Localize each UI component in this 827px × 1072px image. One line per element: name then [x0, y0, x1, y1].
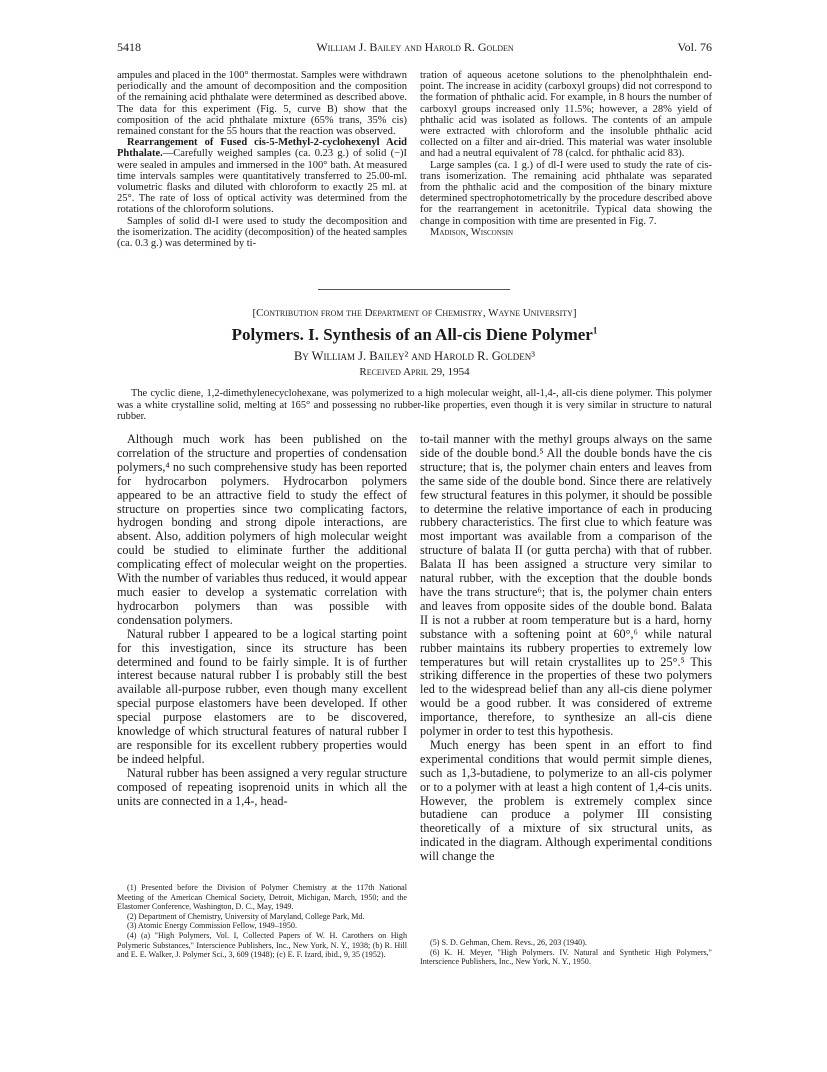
- footnote: (1) Presented before the Division of Polymer Chemistry at the 117th National Meeting of the American Chemical Society, Detroit, Michigan, March, 1950; and the Elastomer Conference, Washington, D. C., May, 1949.: [117, 883, 407, 912]
- paragraph: Natural rubber has been assigned a very regular structure composed of repeating isoprenoid units in which all the units are connected in a 1,4-, head-: [117, 765, 407, 808]
- paragraph: Much energy has been spent in an effort to find experimental conditions that would permit simple dienes, such as 1,3-butadiene, to polymerize to an all-cis polymer or to a polymer with at least a high content of 1,4-cis units. However, the problem is extremely complex since butadiene can produce a polymer III consisting theoretically of a mixture of six structural units, as indicated in the diagram. Although experimental conditions will change the: [420, 737, 712, 864]
- article-title: Polymers. I. Synthesis of an All-cis Diene Polymer$^1$: [231, 325, 598, 344]
- footnote: (6) K. H. Meyer, "High Polymers. IV. Natural and Synthetic High Polymers," Interscience Publishers, Inc., New York, N. Y., 1950.: [420, 947, 712, 967]
- page-number: 5418: [117, 40, 141, 54]
- abstract: The cyclic diene, 1,2-dimethylenecyclohexane, was polymerized to a high molecular weight, all-1,4-, all-cis diene polymer. This polymer was a white crystalline solid, melting at 165° and possessing no rubber-like properties, even though it is very similar in structure to natural rubber.: [117, 388, 712, 422]
- paragraph: Although much work has been published on the correlation of the structure and properties of condensation polymers,⁴ no such comprehensive study has been reported for hydrocarbon polymers. Hydrocarbon polymers appeared to be an attractive field to study the effect of structure on properties since two complicating factors, hydrogen bonding and strong dipole interactions, are absent. Also, addition polymers of high molecular weight could be studied to eliminate further the additional complicating effect of molecular weight on the properties. With the number of variables thus reduced, it would appear much easier to develop a systematic correlation with hydrocarbon polymers than was possible with condensation polymers.: [117, 432, 407, 627]
- paragraph: tration of aqueous acetone solutions to the phenolphthalein end-point. The increase in acidity (carboxyl groups) did not correspond to the formation of phthalic acid. For example, in 8 hours the number of carboxyl groups increased only 11.5%; however, a 28% yield of phthalic acid was isolated as follows. The contents of an ampule were extracted with chloroform and the insoluble phthalic acid collected on a filter and air-dried. This material was water insoluble and had a neutral equivalent of 78 (calcd. for phthalic acid 83).: [420, 70, 712, 160]
- running-title: William J. Bailey and Harold R. Golden: [316, 40, 514, 54]
- footnote: (4) (a) "High Polymers, Vol. I, Collected Papers of W. H. Carothers on High Polymeric Substances," Interscience Publishers, Inc., New York, N. Y., 1938; (b) R. Hill and E. E. Walker, J. Polymer Sci., 3, 609 (1948); (c) E. F. Izard, ibid., 9, 35 (1952).: [117, 930, 407, 960]
- footnotes-left: [117, 883, 407, 960]
- paragraph: Large samples (ca. 1 g.) of dl-I were used to study the rate of cis-trans isomerization. The remaining acid phthalate was separated from the phthalic acid and the composition of the binary mixture determined spectrophotometrically by the procedure described above for the rearrangement in acetonitrile. Typical data showing the change in composition with time are presented in Fig. 7.: [420, 159, 712, 227]
- volume-label: Vol. 76: [677, 40, 712, 54]
- paragraph: Samples of solid dl-I were used to study the decomposition and the isomerization. The acidity (decomposition) of the heated samples (ca. 0.3 g.) was determined by ti-: [117, 215, 407, 250]
- location: Madison, Wisconsin: [430, 226, 514, 238]
- section-divider: [318, 289, 510, 290]
- received-date: Received April 29, 1954: [359, 366, 470, 378]
- paragraph: ampules and placed in the 100° thermostat. Samples were withdrawn periodically and the amount of decomposition and the composition of the remaining acid phthalate were determined as described above. The data for this experiment (Fig. 5, curve B) show that the composition of the acid phthalate mixture (65% trans, 35% cis) remained constant for the 55 hours that the reaction was observed.: [117, 70, 407, 138]
- footnote: (3) Atomic Energy Commission Fellow, 1949–1950.: [127, 921, 297, 931]
- author-line: By William J. Bailey² and Harold R. Golden³: [293, 349, 536, 363]
- paragraph: Natural rubber I appeared to be a logical starting point for this investigation, since its structure has been determined and found to be fairly simple. It is of further interest because natural rubber I is probably still the best available all-purpose rubber, even though many excellent special purpose elastomers have been developed. If other special purpose elastomers are to be discovered, knowledge of which structural features of natural rubber I are responsible for its excellent rubbery properties would be indeed helpful.: [117, 626, 407, 766]
- section-heading: Rearrangement of Fused cis-5-Methyl-2-cyclohexenyl Acid Phthalate.: [117, 137, 407, 160]
- footnote: (2) Department of Chemistry, University of Maryland, College Park, Md.: [127, 911, 365, 921]
- body-right-column: [420, 433, 712, 864]
- body-left-column: [117, 433, 407, 808]
- top-left-column: [117, 70, 407, 249]
- paragraph: Rearrangement of Fused cis-5-Methyl-2-cyclohexenyl Acid Phthalate.—Carefully weighed samples (ca. 0.23 g.) of solid (−)I were sealed in ampules and immersed in the 100° bath. At measured time intervals samples were quantitatively transferred to 25.00-ml. volumetric flasks and diluted with chloroform to exactly 25 ml. at 25°. The rate of loss of optical activity was determined from the rotations of the chloroform solutions.: [117, 137, 407, 216]
- top-right-column: [420, 70, 712, 238]
- footnote: (5) S. D. Gehman, Chem. Revs., 26, 203 (1940).: [430, 938, 587, 947]
- footnotes-right: [420, 938, 712, 967]
- paragraph: to-tail manner with the methyl groups always on the same side of the double bond.⁵ All the double bonds have the cis structure; that is, the polymer chain enters and leaves from the same side of the double bond. Since there are relatively few structural features in this polymer, it should be possible to determine the relative importance of each in producing rubbery characteristics. The first clue to which feature was most important was available from a comparison of the structure of balata II (or gutta percha) with that of rubber. Balata II has been assigned a structure very similar to natural rubber, with the exception that the double bonds have the trans structure⁶; that is, the polymer chain enters and leaves from opposite sides of the double bond. Balata II is not a rubber at room temperature but is a hard, horny substance with a softening point at 60°,⁶ while natural rubber maintains its rubbery properties to extremely low temperatures but will retain crystallites up to 25°.⁵ This striking difference in the properties of these two polymers led to the widespread belief than any all-cis diene polymer would be a good rubber. It was considered of extreme importance, therefore, to synthesize an all-cis diene polymer in order to test this hypothesis.: [420, 432, 712, 739]
- contribution-line: [Contribution from the Department of Chemistry, Wayne University]: [252, 307, 577, 319]
